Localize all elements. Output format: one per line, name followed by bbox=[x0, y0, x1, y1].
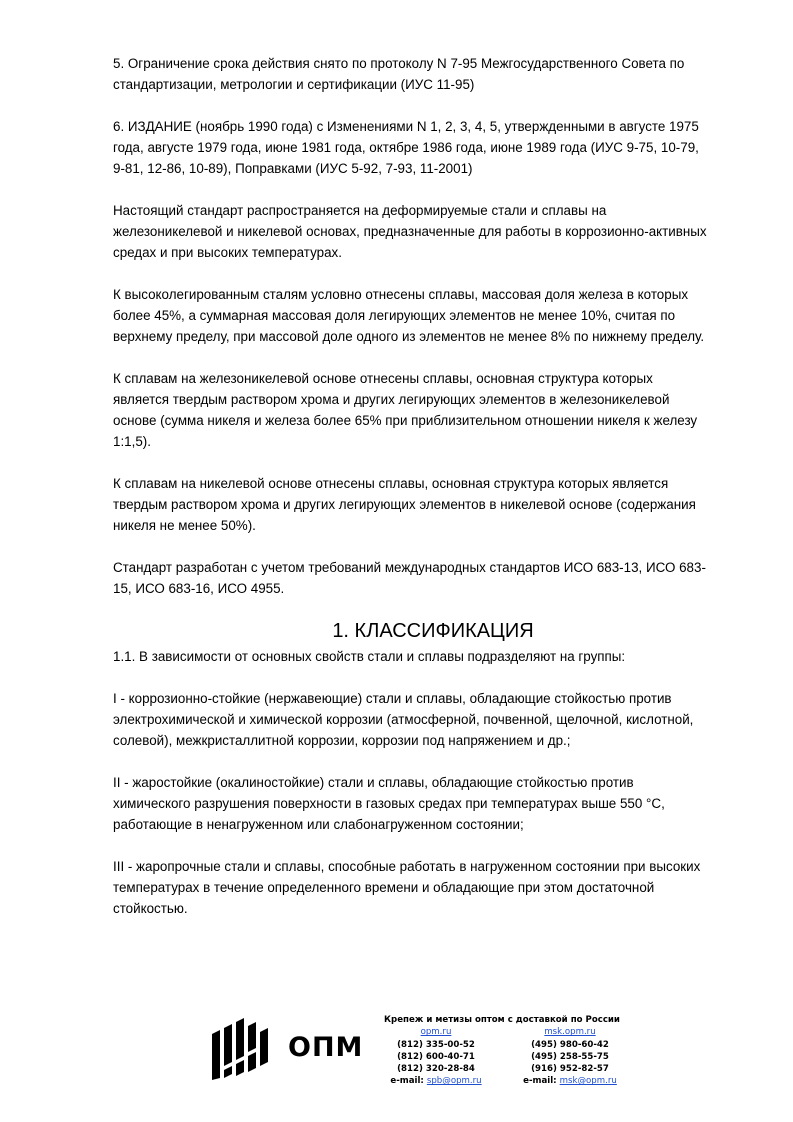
phone-msk-2: (495) 258-55-75 bbox=[531, 1051, 609, 1062]
contacts-spb bbox=[388, 1026, 484, 1087]
paragraph-group-2: II - жаростойкие (окалиностойкие) стали и сплавы, обладающие стойкостью против химического разрушения поверхности в газовых средах при температурах выше 550 °С, работающие в ненагруженном или слабонагруженном состоянии; bbox=[113, 775, 665, 832]
email-label-spb: e-mail: bbox=[390, 1076, 424, 1087]
email-label-msk: e-mail: bbox=[523, 1076, 557, 1087]
paragraph-group-3: III - жаропрочные стали и сплавы, способные работать в нагруженном состоянии при высоких температурах в течение определенного времени и обладающие при этом достаточной стойкостью. bbox=[113, 859, 701, 916]
phone-spb-1: (812) 335-00-52 bbox=[397, 1039, 475, 1050]
contacts-msk bbox=[522, 1026, 618, 1087]
paragraph-high-alloy: К высоколегированным сталям условно отнесены сплавы, массовая доля железа в которых более 45%, а суммарная массовая доля легирующих элементов не менее 10%, считая по верхнему пределу, при массовой доле одного из элементов не менее 8% по нижнему пределу. bbox=[113, 287, 705, 344]
paragraph-expiry-note: 5. Ограничение срока действия снято по протоколу N 7-95 Межгосударственного Совета по стандартизации, метрологии и сертификации (ИУС 11-95) bbox=[113, 56, 685, 92]
document-body bbox=[113, 53, 753, 940]
email-link-msk[interactable]: msk@opm.ru bbox=[559, 1076, 617, 1087]
phone-msk-3: (916) 952-82-57 bbox=[531, 1064, 609, 1075]
opm-logo bbox=[210, 1018, 370, 1080]
section-title: 1. КЛАССИФИКАЦИЯ bbox=[332, 620, 534, 642]
page-footer bbox=[0, 1010, 793, 1100]
site-link-spb[interactable]: opm.ru bbox=[420, 1027, 452, 1038]
opm-logo-text: ОПМ bbox=[288, 1032, 364, 1063]
footer-tagline: Крепеж и метизы оптом с доставкой по России bbox=[384, 1015, 620, 1025]
paragraph-scope: Настоящий стандарт распространяется на деформируемые стали и сплавы на железоникелевой и никелевой основах, предназначенные для работы в коррозионно-активных средах и при высоких температурах. bbox=[113, 203, 707, 260]
paragraph-iso-standards: Стандарт разработан с учетом требований международных стандартов ИСО 683-13, ИСО 683- 15, ИСО 683-16, ИСО 4955. bbox=[113, 560, 706, 596]
paragraph-nickel: К сплавам на никелевой основе отнесены сплавы, основная структура которых является твердым раствором хрома и других легирующих элементов в никелевой основе (содержания никеля не менее 50%). bbox=[113, 476, 696, 533]
phone-msk-1: (495) 980-60-42 bbox=[531, 1039, 609, 1050]
opm-logo-icon bbox=[210, 1018, 272, 1080]
paragraph-groups-intro: 1.1. В зависимости от основных свойств стали и сплавы подразделяют на группы: bbox=[113, 649, 626, 664]
email-link-spb[interactable]: spb@opm.ru bbox=[426, 1076, 482, 1087]
phone-spb-3: (812) 320-28-84 bbox=[397, 1064, 475, 1075]
paragraph-iron-nickel: К сплавам на железоникелевой основе отнесены сплавы, основная структура которых является твердым раствором хрома и других легирующих элементов в железоникелевой основе (сумма никеля и железа более 65% при приблизительном отношении никеля к железу 1:1,5). bbox=[113, 371, 698, 449]
site-link-msk[interactable]: msk.opm.ru bbox=[544, 1027, 596, 1038]
contact-block bbox=[384, 1014, 624, 1088]
phone-spb-2: (812) 600-40-71 bbox=[397, 1051, 475, 1062]
paragraph-group-1: I - коррозионно-стойкие (нержавеющие) стали и сплавы, обладающие стойкостью против электрохимической и химической коррозии (атмосферной, почвенной, щелочной, кислотной, солевой), межкристаллитной коррозии, коррозии под напряжением и др.; bbox=[113, 691, 694, 748]
paragraph-edition: 6. ИЗДАНИЕ (ноябрь 1990 года) с Изменениями N 1, 2, 3, 4, 5, утвержденными в августе 1975 года, августе 1979 года, июне 1981 года, октябре 1986 года, июне 1989 года (ИУС 9-75, 10-79, 9-81, 12-86, 10-89), Поправками (ИУС 5-92, 7-93, 11-2001) bbox=[113, 119, 699, 176]
